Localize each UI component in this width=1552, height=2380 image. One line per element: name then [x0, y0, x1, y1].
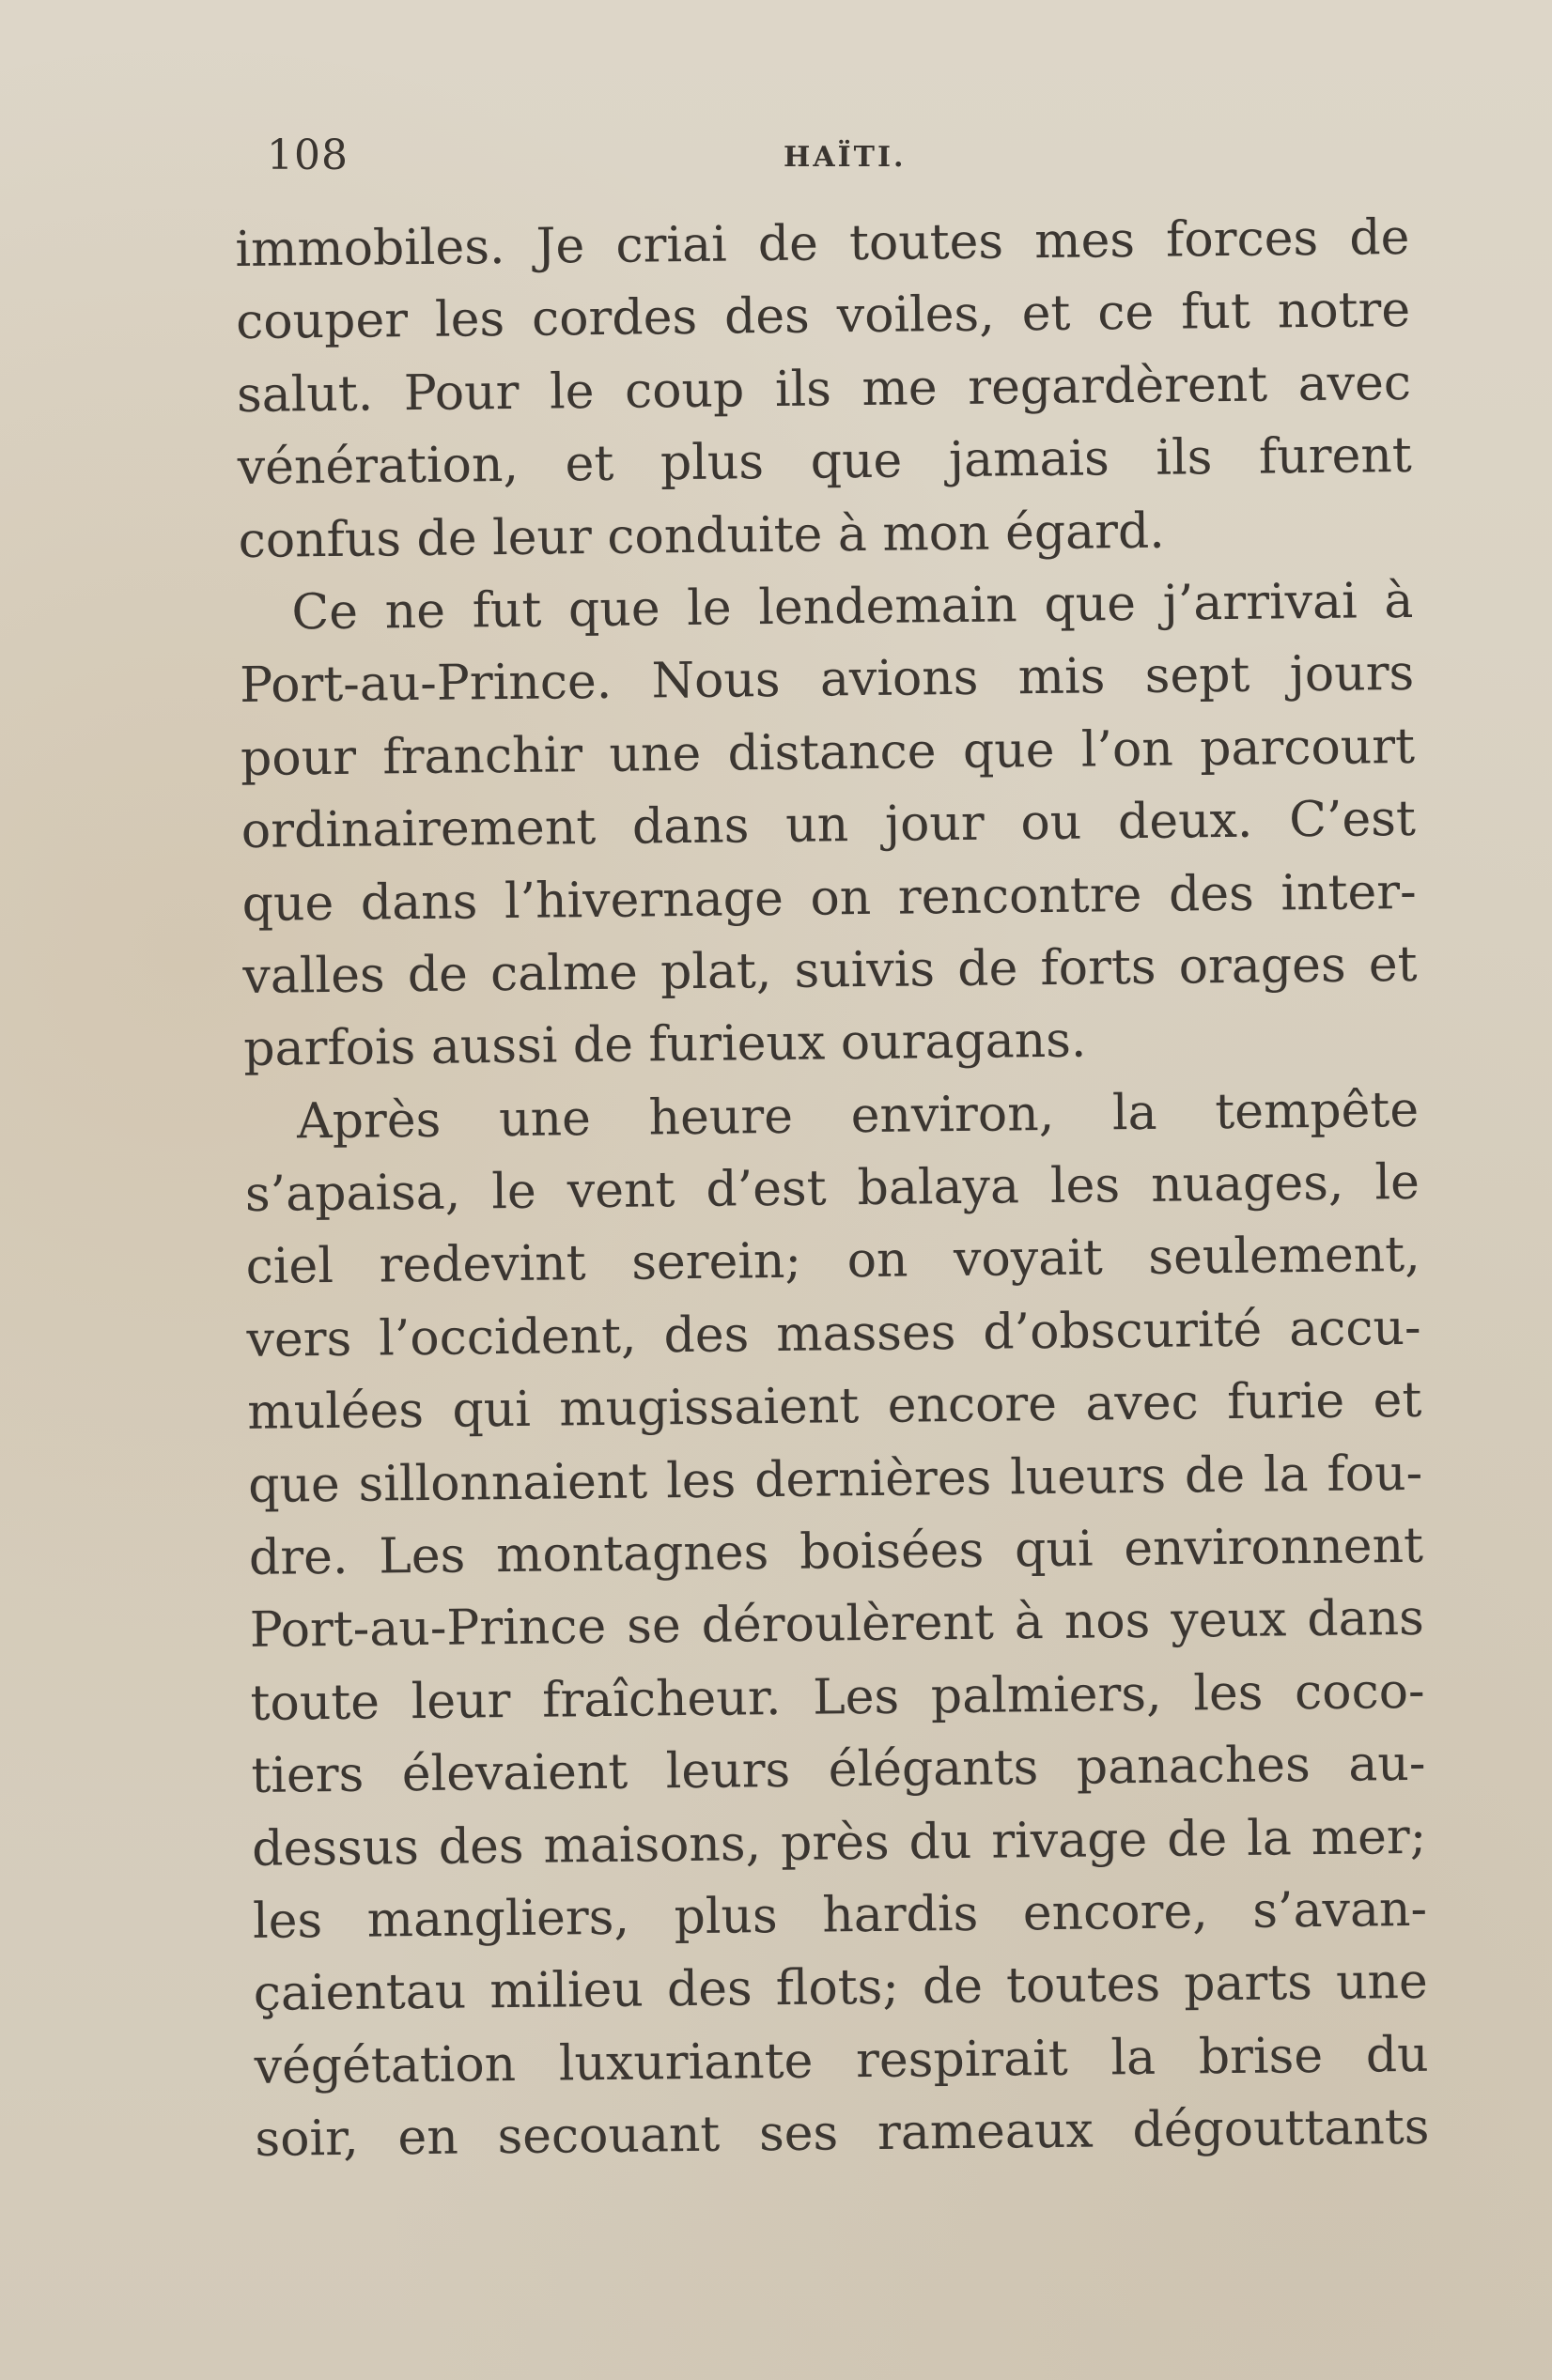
text-line: toute leur fraîcheur. Les palmiers, les coco- — [250, 1662, 1425, 1732]
text-line: vénération, et plus que jamais ils furent — [237, 427, 1413, 497]
text-line: Ce ne fut que le lendemain que j’arrivai à — [291, 572, 1414, 641]
page-number: 108 — [267, 131, 349, 179]
page-header — [267, 131, 1394, 188]
text-line: vers l’occident, des masses d’obscurité accu- — [246, 1299, 1421, 1368]
text-line: confus de leur conduite à mon égard. — [238, 502, 1166, 569]
text-line: que sillonnaient les dernières lueurs de la fou- — [247, 1445, 1423, 1514]
text-line: tiers élevaient leurs élégants panaches au- — [251, 1736, 1426, 1805]
text-line: Port-au-Prince. Nous avions mis sept jours — [239, 645, 1415, 715]
text-line: salut. Pour le coup ils me regardèrent avec — [236, 354, 1412, 424]
text-line: immobiles. Je criai de toutes mes forces de — [235, 209, 1410, 278]
text-line: valles de calme plat, suivis de forts orages et — [242, 935, 1418, 1005]
text-line: dessus des maisons, près du rivage de la mer; — [251, 1808, 1427, 1878]
body-text — [235, 202, 1430, 2177]
text-line: Après une heure environ, la tempête — [296, 1081, 1420, 1151]
text-line: s’apaisa, le vent d’est balaya les nuages, le — [244, 1153, 1420, 1224]
text-line: végétation luxuriante respirait la brise du — [254, 2026, 1429, 2095]
running-head: HAÏTI. — [784, 141, 907, 174]
text-line: Port-au-Prince se déroulèrent à nos yeux dans — [249, 1590, 1425, 1660]
text-line: ciel redevint serein; on voyait seulement, — [245, 1227, 1420, 1296]
text-line: dre. Les montagnes boisées qui environnent — [248, 1517, 1424, 1586]
text-line: soir, en secouant ses rameaux dégouttants — [255, 2098, 1430, 2169]
text-line: pour franchir une distance que l’on parcourt — [240, 718, 1416, 787]
text-line: mulées qui mugissaient encore avec furie et — [247, 1372, 1422, 1442]
text-line: que dans l’hivernage on rencontre des inter- — [241, 863, 1417, 933]
text-line: couper les cordes des voiles, et ce fut notre — [235, 282, 1411, 351]
text-line: parfois aussi de furieux ouragans. — [242, 1012, 1087, 1078]
text-line: çaientau milieu des flots; de toutes parts une — [253, 1954, 1429, 2023]
text-line: ordinairement dans un jour ou deux. C’est — [241, 791, 1417, 860]
text-line: les mangliers, plus hardis encore, s’avan- — [252, 1880, 1428, 1950]
